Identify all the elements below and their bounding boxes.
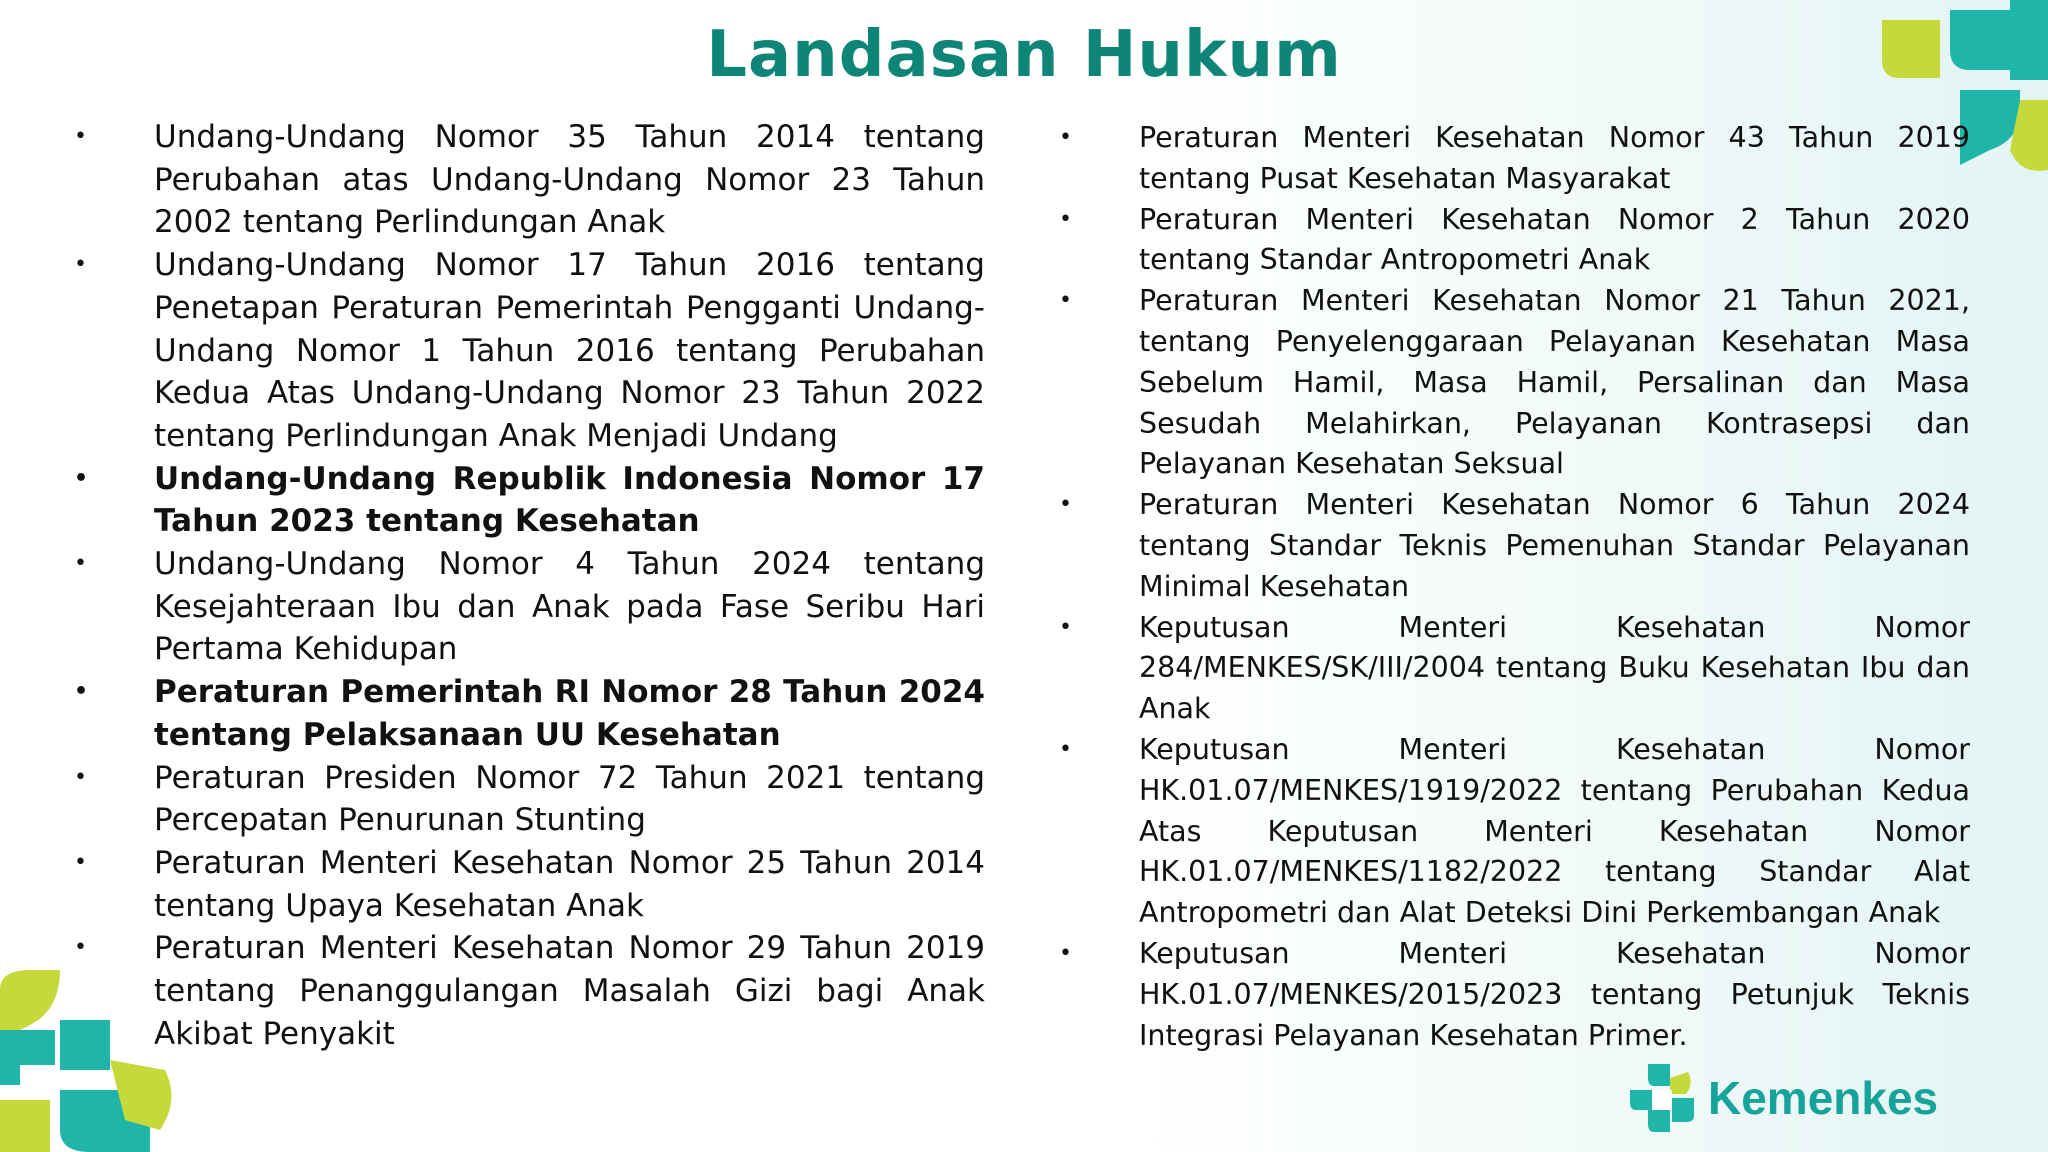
bullet-icon: • (1059, 125, 1072, 150)
bullet-icon: • (74, 252, 87, 278)
list-item (70, 757, 985, 842)
page-title: Landasan Hukum (706, 18, 1342, 92)
list-item-text: Keputusan Menteri Kesehatan Nomor 284/MENKES/SK/III/2004 tentang Buku Kesehatan Ibu dan Anak (1139, 610, 1970, 726)
left-law-list (70, 116, 985, 1055)
bullet-icon: • (74, 935, 87, 961)
list-item-text: Peraturan Pemerintah RI Nomor 28 Tahun 2024 tentang Pelaksanaan UU Kesehatan (154, 674, 985, 753)
list-item-text: Keputusan Menteri Kesehatan Nomor HK.01.07/MENKES/1919/2022 tentang Perubahan Kedua Atas Keputusan Menteri Kesehatan Nomor HK.01.07/MENKES/1182/2022 tentang Standar Alat Antropometri dan Alat Deteksi Dini Perkembangan Anak (1139, 732, 1970, 930)
list-item (70, 842, 985, 927)
bullet-icon: • (74, 465, 89, 491)
list-item (1055, 730, 1970, 934)
bullet-icon: • (1059, 288, 1072, 314)
bullet-icon: • (74, 849, 87, 875)
bullet-icon: • (74, 124, 87, 149)
list-item (70, 543, 985, 671)
bullet-icon: • (74, 551, 87, 577)
list-item-text: Peraturan Menteri Kesehatan Nomor 29 Tahun 2019 tentang Penanggulangan Masalah Gizi bagi Anak Akibat Penyakit (154, 930, 985, 1052)
list-item (70, 671, 985, 756)
bullet-icon: • (1059, 614, 1072, 640)
bullet-icon: • (1059, 940, 1072, 966)
bullet-icon: • (1059, 492, 1072, 518)
list-item-text: Undang-Undang Nomor 17 Tahun 2016 tentang Penetapan Peraturan Pemerintah Pengganti Undang-Undang Nomor 1 Tahun 2016 tentang Perubahan Kedua Atas Undang-Undang Nomor 23 Tahun 2022 tentang Perlindungan Anak Menjadi Undang (154, 247, 985, 454)
list-item (1055, 934, 1970, 1056)
bullet-icon: • (1059, 736, 1072, 762)
list-item-text: Peraturan Presiden Nomor 72 Tahun 2021 tentang Percepatan Penurunan Stunting (154, 759, 985, 839)
list-item (70, 458, 985, 543)
bullet-icon: • (74, 679, 89, 705)
list-item (70, 927, 985, 1055)
list-item-text: Peraturan Menteri Kesehatan Nomor 21 Tahun 2021, tentang Penyelenggaraan Pelayanan Kesehatan Masa Sebelum Hamil, Masa Hamil, Persalinan dan Masa Sesudah Melahirkan, Pelayanan Kontrasepsi dan Pelayanan Kesehatan Seksual (1139, 284, 1970, 481)
list-item-text: Peraturan Menteri Kesehatan Nomor 6 Tahun 2024 tentang Standar Teknis Pemenuhan Standar Pelayanan Minimal Kesehatan (1139, 488, 1970, 603)
list-item-text: Peraturan Menteri Kesehatan Nomor 2 Tahun 2020 tentang Standar Antropometri Anak (1139, 202, 1970, 277)
list-item-text: Undang-Undang Republik Indonesia Nomor 17 Tahun 2023 tentang Kesehatan (154, 460, 985, 540)
list-item-text: Undang-Undang Nomor 35 Tahun 2014 tentang Perubahan atas Undang-Undang Nomor 23 Tahun 2002 tentang Perlindungan Anak (154, 119, 985, 241)
list-item-text: Peraturan Menteri Kesehatan Nomor 43 Tahun 2019 tentang Pusat Kesehatan Masyarakat (1139, 121, 1970, 195)
list-item-text: Keputusan Menteri Kesehatan Nomor HK.01.07/MENKES/2015/2023 tentang Petunjuk Teknis Integrasi Pelayanan Kesehatan Primer. (1139, 936, 1970, 1052)
list-item-text: Undang-Undang Nomor 4 Tahun 2024 tentang Kesejahteraan Ibu dan Anak pada Fase Seribu Hari Pertama Kehidupan (154, 546, 985, 668)
list-item-text: Peraturan Menteri Kesehatan Nomor 25 Tahun 2014 tentang Upaya Kesehatan Anak (154, 844, 985, 924)
list-item (1055, 200, 1970, 282)
list-item (1055, 281, 1970, 485)
bullet-icon: • (74, 764, 87, 790)
list-item (70, 116, 985, 244)
list-item (1055, 118, 1970, 200)
list-item (1055, 608, 1970, 730)
kemenkes-logo-icon (1630, 1064, 1694, 1132)
right-law-list (1055, 118, 1970, 1056)
kemenkes-logo-text: Kemenkes (1708, 1072, 1939, 1124)
list-item (70, 244, 985, 458)
kemenkes-logo (1630, 1062, 1938, 1134)
list-item (1055, 485, 1970, 607)
bullet-icon: • (1059, 206, 1072, 232)
